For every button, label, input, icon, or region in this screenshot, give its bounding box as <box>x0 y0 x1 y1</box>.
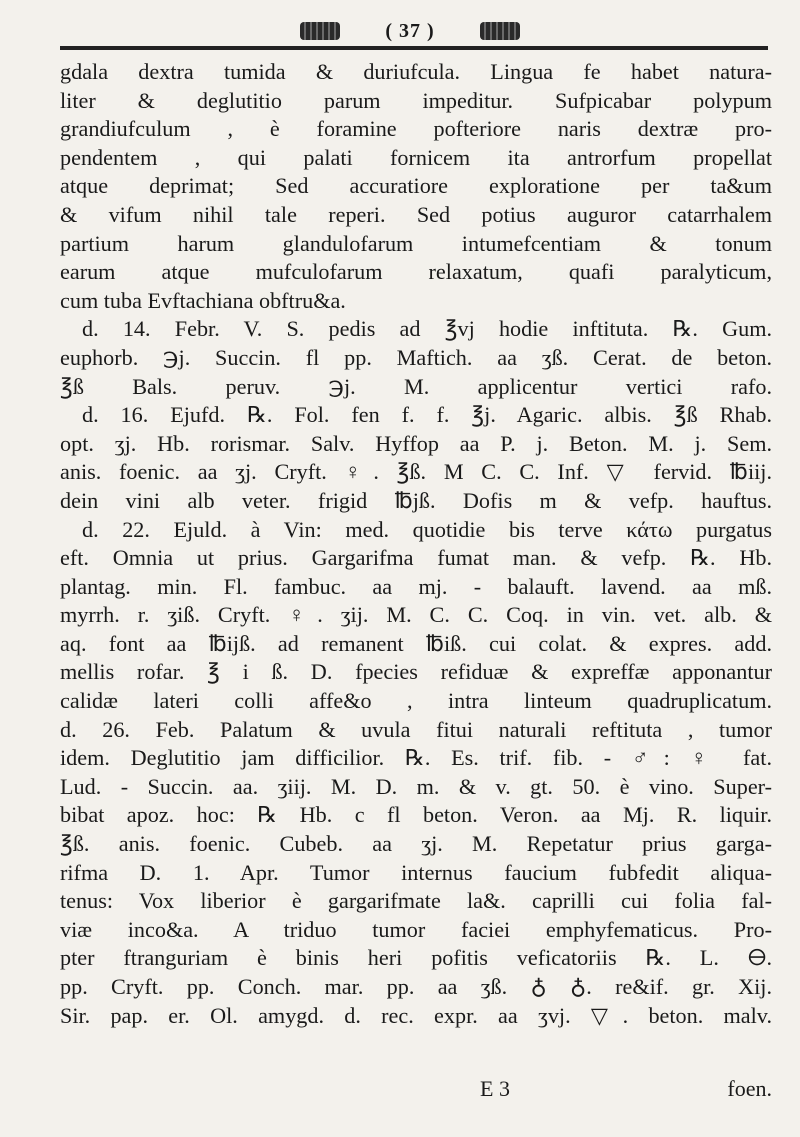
text-line: calidæ lateri colli affe&o , intra linteum quadruplicatum. <box>60 688 772 714</box>
body-text <box>60 58 772 1030</box>
text-line: mellis rofar. ℥ i ß. D. fpecies refiduæ & expreffæ apponantur <box>60 659 772 685</box>
text-line: pter ftranguriam è binis heri pofitis veficatoriis ℞. L. 🜔. <box>60 945 772 971</box>
text-line: d. 14. Febr. V. S. pedis ad ℥vj hodie inftituta. ℞. Gum. <box>82 316 772 342</box>
signature-mark: E 3 <box>480 1076 510 1101</box>
text-line: plantag. min. Fl. fambuc. aa mj. - balauft. lavend. aa mß. <box>60 573 772 599</box>
printer-ornament-right-icon <box>480 22 520 40</box>
text-line: ℥ß. anis. foenic. Cubeb. aa ʒj. M. Repetatur prius garga- <box>60 831 772 857</box>
text-line: pendentem , qui palati fornicem ita antrorfum propellat <box>60 144 772 170</box>
text-line: tenus: Vox liberior è gargarifmate la&. caprilli cui folia fal- <box>60 888 772 914</box>
text-line: d. 22. Ejuld. à Vin: med. quotidie bis terve κάτω purgatus <box>82 516 772 542</box>
text-line: eft. Omnia ut prius. Gargarifma fumat man. & vefp. ℞. Hb. <box>60 545 772 571</box>
text-line: atque deprimat; Sed accuratiore exploratione per ta&um <box>60 173 772 199</box>
text-line: euphorb. ℈j. Succin. fl pp. Maftich. aa ʒß. Cerat. de beton. <box>60 344 772 370</box>
text-line: idem. Deglutitio jam difficilior. ℞. Es. trif. fib. - ♂: ♀ fat. <box>60 745 772 771</box>
text-line: grandiufculum , è foramine pofteriore naris dextræ pro- <box>60 116 772 142</box>
page-header <box>300 16 520 46</box>
text-line: gdala dextra tumida & duriufcula. Lingua fe habet natura- <box>60 59 772 84</box>
text-line: earum atque mufculofarum relaxatum, quafi paralyticum, <box>60 259 772 285</box>
text-line: aq. font aa ℔ijß. ad remanent ℔iß. cui colat. & expres. add. <box>60 630 772 656</box>
text-line: cum tuba Evftachiana obftru&a. <box>60 287 346 313</box>
text-line: anis. foenic. aa ʒj. Cryft. ♀. ℥ß. M C. C. Inf. ▽ fervid. ℔iij. <box>60 459 772 485</box>
text-line: opt. ʒj. Hb. rorismar. Salv. Hyffop aa P. j. Beton. M. j. Sem. <box>60 430 772 456</box>
text-line: myrrh. r. ʒiß. Cryft. ♀. ʒij. M. C. C. Coq. in vin. vet. alb. & <box>60 602 772 628</box>
text-line: Lud. - Succin. aa. ʒiij. M. D. m. & v. gt. 50. è vino. Super- <box>60 773 772 799</box>
text-line: pp. Cryft. pp. Conch. mar. pp. aa ʒß. ♁ ♁. re&if. gr. Xij. <box>60 974 772 999</box>
page-footer <box>60 1076 772 1104</box>
text-line: viæ inco&a. A triduo tumor faciei emphyfematicus. Pro- <box>60 916 772 942</box>
text-line: rifma D. 1. Apr. Tumor internus faucium fubfedit aliqua- <box>60 859 772 885</box>
text-line: Sir. pap. er. Ol. amygd. d. rec. expr. aa ʒvj. ▽. beton. malv. <box>60 1002 772 1028</box>
text-line: bibat apoz. hoc: ℞ Hb. c fl beton. Veron. aa Mj. R. liquir. <box>60 802 772 828</box>
text-line: & vifum nihil tale reperi. Sed potius auguror catarrhalem <box>60 201 772 227</box>
text-line: ℥ß Bals. peruv. ℈j. M. applicentur vertici rafo. <box>60 373 772 399</box>
text-line: partium harum glandulofarum intumefcentiam & tonum <box>60 230 772 256</box>
text-line: dein vini alb veter. frigid ℔jß. Dofis m & vefp. hauftus. <box>60 487 772 513</box>
header-rule <box>60 46 768 50</box>
printer-ornament-left-icon <box>300 22 340 40</box>
text-line: d. 16. Ejufd. ℞. Fol. fen f. f. ℥j. Agaric. albis. ℥ß Rhab. <box>82 402 772 428</box>
catchword: foen. <box>727 1076 772 1101</box>
text-line: d. 26. Feb. Palatum & uvula fitui naturali reftituta , tumor <box>60 716 772 742</box>
page-number: ( 37 ) <box>385 19 435 42</box>
text-line: liter & deglutitio parum impeditur. Sufpicabar polypum <box>60 87 772 113</box>
